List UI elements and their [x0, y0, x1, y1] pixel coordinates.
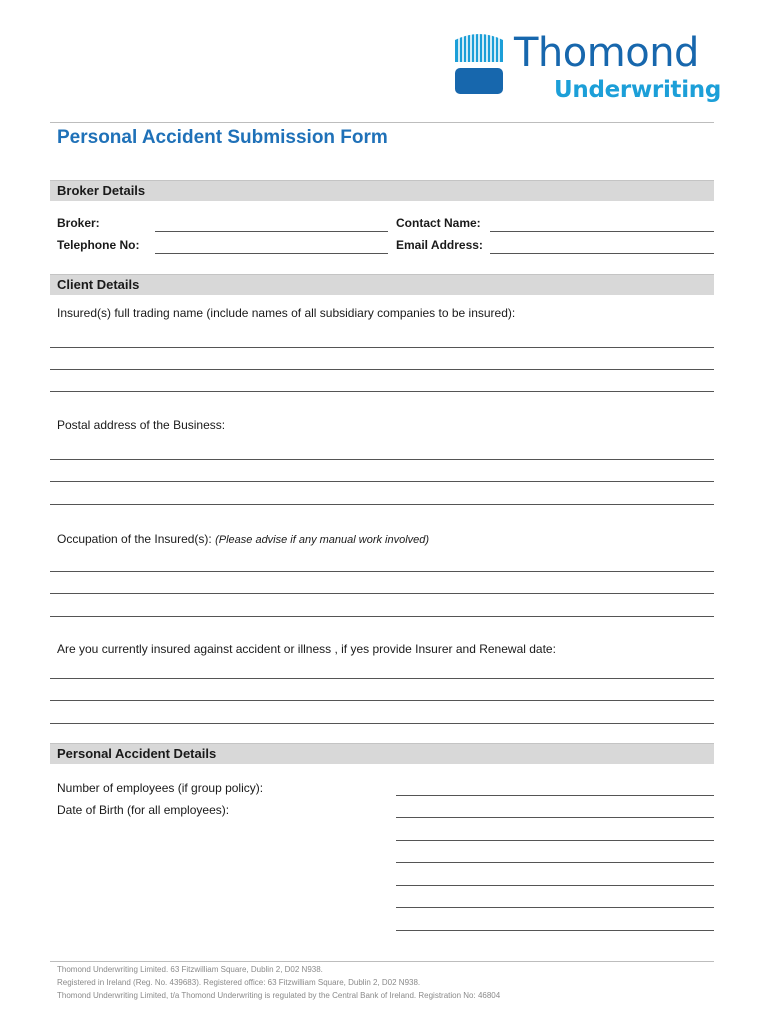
contact-name-field[interactable]	[490, 231, 714, 232]
logo-wordmark: Thomond	[514, 30, 699, 76]
company-logo	[453, 30, 722, 104]
section-heading: Personal Accident Details	[57, 746, 217, 761]
section-heading: Broker Details	[57, 183, 146, 198]
broker-field[interactable]	[155, 231, 388, 232]
occupation-line-2[interactable]	[50, 593, 714, 594]
occupation-line-1[interactable]	[50, 571, 714, 572]
dob-field-line-6[interactable]	[396, 930, 714, 931]
employees-label: Number of employees (if group policy):	[57, 781, 264, 795]
page-title: Personal Accident Submission Form	[57, 127, 388, 148]
current-insurance-line-1[interactable]	[50, 678, 714, 679]
dob-field-line-1[interactable]	[396, 817, 714, 818]
dob-field-line-3[interactable]	[396, 862, 714, 863]
dob-field-line-5[interactable]	[396, 907, 714, 908]
dob-field-line-2[interactable]	[396, 840, 714, 841]
trading-name-label: Insured(s) full trading name (include names of all subsidiary companies to be insured):	[57, 306, 516, 320]
occupation-line-3[interactable]	[50, 616, 714, 617]
trading-name-line-2[interactable]	[50, 369, 714, 370]
current-insurance-line-3[interactable]	[50, 723, 714, 724]
footer-line-2: Registered in Ireland (Reg. No. 439683). Registered office: 63 Fitzwilliam Square, Dublin 2, D02 N938.	[57, 978, 421, 987]
occupation-note: (Please advise if any manual work involved)	[215, 534, 430, 546]
current-insurance-label: Are you currently insured against accident or illness , if yes provide Insurer and Renewal date:	[57, 642, 556, 656]
occupation-label-text: Occupation of the Insured(s):	[57, 532, 212, 546]
email-address-field[interactable]	[490, 253, 714, 254]
footer-divider	[50, 961, 714, 962]
section-heading: Client Details	[57, 277, 140, 292]
dob-label: Date of Birth (for all employees):	[57, 803, 230, 817]
telephone-label: Telephone No:	[57, 238, 140, 252]
postal-address-label: Postal address of the Business:	[57, 418, 226, 432]
dob-field-line-4[interactable]	[396, 885, 714, 886]
header-divider	[50, 122, 714, 123]
client-details-header	[50, 274, 714, 295]
telephone-field[interactable]	[155, 253, 388, 254]
postal-address-line-1[interactable]	[50, 459, 714, 460]
contact-name-label: Contact Name:	[396, 216, 481, 230]
current-insurance-line-2[interactable]	[50, 700, 714, 701]
footer-line-1: Thomond Underwriting Limited. 63 Fitzwilliam Square, Dublin 2, D02 N938.	[57, 965, 323, 974]
postal-address-line-3[interactable]	[50, 504, 714, 505]
broker-details-header	[50, 180, 714, 201]
occupation-label	[57, 532, 429, 548]
footer-line-3: Thomond Underwriting Limited, t/a Thomond Underwriting is regulated by the Central Bank of Ireland. Registration No: 46804	[57, 991, 501, 1000]
logo-mark-icon	[453, 32, 505, 94]
logo-subtitle: Underwriting	[554, 77, 722, 103]
trading-name-line-3[interactable]	[50, 391, 714, 392]
personal-accident-details-header	[50, 743, 714, 764]
employees-field[interactable]	[396, 795, 714, 796]
postal-address-line-2[interactable]	[50, 481, 714, 482]
email-address-label: Email Address:	[396, 238, 483, 252]
broker-label: Broker:	[57, 216, 100, 230]
trading-name-line-1[interactable]	[50, 347, 714, 348]
